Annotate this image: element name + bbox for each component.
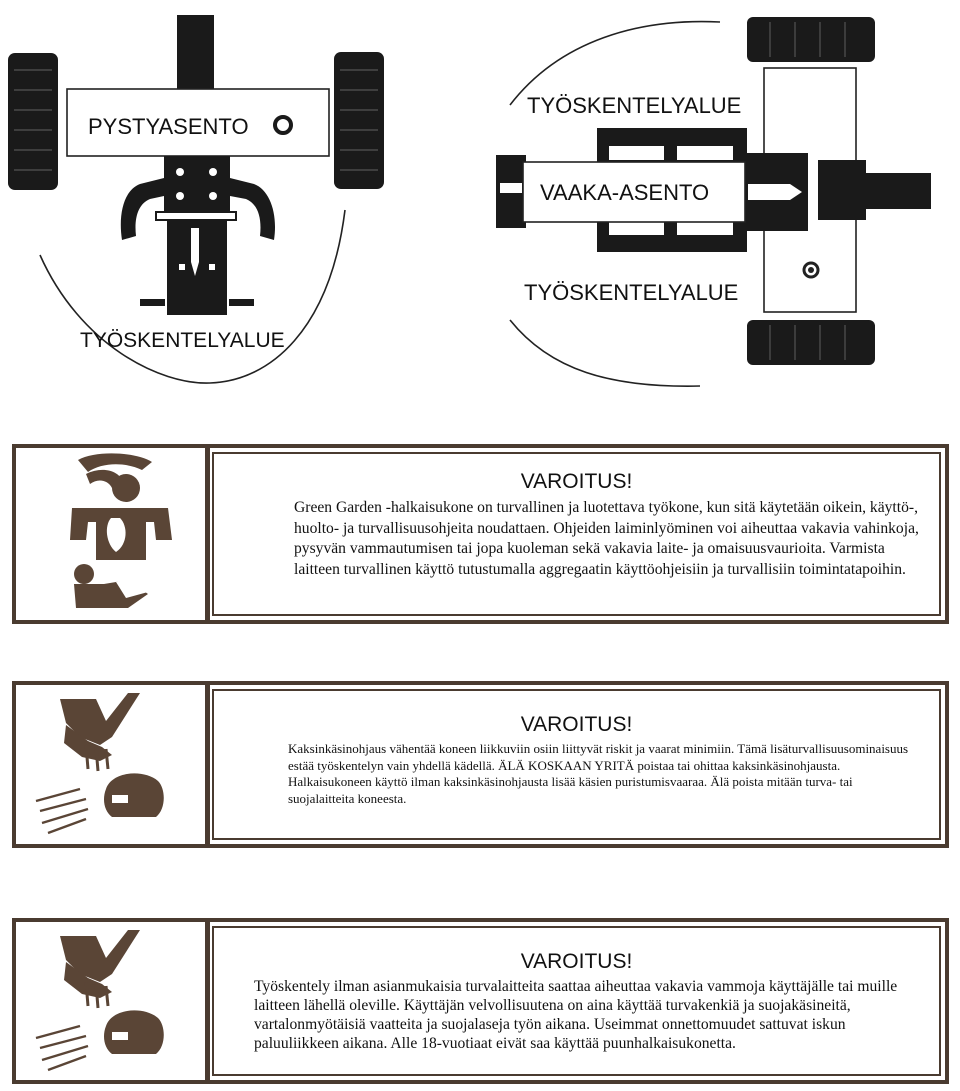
wedge-block bbox=[164, 156, 230, 218]
warning-title: VAROITUS! bbox=[520, 713, 633, 736]
control-handle-right bbox=[230, 178, 275, 240]
warning-text: Kaksinkäsinohjaus vähentää koneen liikkuviin osiin liittyvät riskit ja vaarat minimiin. Tämä lisäturvallisuusominaisuus estää työskentelyn vain yhdellä kädellä. ÄLÄ KOSKAAN YRITÄ poistaa tai ohittaa kaksinkäsinohjausta. Halkaisukoneen käyttö ilman kaksinkäsinohjausta lisää käsien puristumisvaaraa. Älä poista mitään turva- tai suojalaitteita koneesta. bbox=[288, 741, 909, 806]
control-handle-left bbox=[121, 178, 164, 240]
warning-text-panel bbox=[212, 452, 941, 616]
horizontal-position-label: VAAKA-ASENTO bbox=[540, 180, 710, 205]
vertical-position-diagram bbox=[8, 15, 384, 383]
warning-title: VAROITUS! bbox=[520, 470, 633, 493]
work-area-arc-bottom bbox=[510, 320, 700, 386]
flying-debris-icon bbox=[36, 1010, 164, 1070]
wheel-bottom bbox=[747, 320, 875, 365]
horizontal-position-diagram bbox=[496, 17, 931, 386]
warning-text-panel bbox=[212, 689, 941, 840]
read-manual-icon bbox=[74, 564, 148, 608]
vertical-position-label: PYSTYASENTO bbox=[88, 114, 249, 139]
warning-text: Työskentely ilman asianmukaisia turvalaitteita saattaa aiheuttaa vakavia vammoja käyttäjälle tai muille laitteen lähellä oleville. Käyttäjän velvollisuutena on aina käyttää turvakenkiä ja suojakäsineitä, vartalonmyötäisiä vaatteita ja suojalaseja työn aikana. Useimmat onnettomuudet sattuvat iskun paluuliikkeen aikana. Alle 18-vuotiaat eivät saa käyttää puunhalkaisukonetta. bbox=[254, 978, 898, 1052]
warning-pictogram-panel bbox=[16, 448, 210, 620]
warning-box-two-hand-control bbox=[12, 681, 949, 848]
tow-bar bbox=[855, 173, 931, 209]
warning-box-general bbox=[12, 444, 949, 624]
hand-crush-icon bbox=[60, 930, 140, 1008]
cylinder-top bbox=[177, 15, 214, 90]
warning-text-panel bbox=[212, 926, 941, 1076]
wheel-top bbox=[747, 17, 875, 62]
flying-debris-icon bbox=[36, 773, 164, 833]
warning-pictogram-panel bbox=[16, 685, 210, 844]
warning-pictogram-panel bbox=[16, 922, 210, 1080]
wheel-right bbox=[334, 52, 384, 189]
vertical-work-area-label: TYÖSKENTELYALUE bbox=[80, 329, 285, 352]
hand-crush-icon bbox=[60, 693, 140, 771]
head-impact-icon bbox=[70, 453, 172, 560]
horizontal-work-area-bottom-label: TYÖSKENTELYALUE bbox=[524, 280, 739, 305]
warning-title: VAROITUS! bbox=[520, 950, 633, 973]
machine-position-diagrams bbox=[0, 0, 960, 410]
warning-text: Green Garden -halkaisukone on turvallinen ja luotettava työkone, kun sitä käytetään oikein, käyttö-, huolto- ja turvallisuusohjeita noudattaen. Ohjeiden laiminlyöminen voi aiheuttaa vakavia vahinkoja, pysyvän vammautumisen tai jopa kuoleman sekä vakavia laite- ja omaisuusvaurioita. Varmista laitteen turvallinen käyttö tutustumalla aggregaatin käyttöohjeisiin ja turvallisiin toimintatapoihin. bbox=[294, 499, 919, 578]
horizontal-work-area-top-label: TYÖSKENTELYALUE bbox=[527, 93, 742, 118]
warning-box-protective-equipment bbox=[12, 918, 949, 1084]
